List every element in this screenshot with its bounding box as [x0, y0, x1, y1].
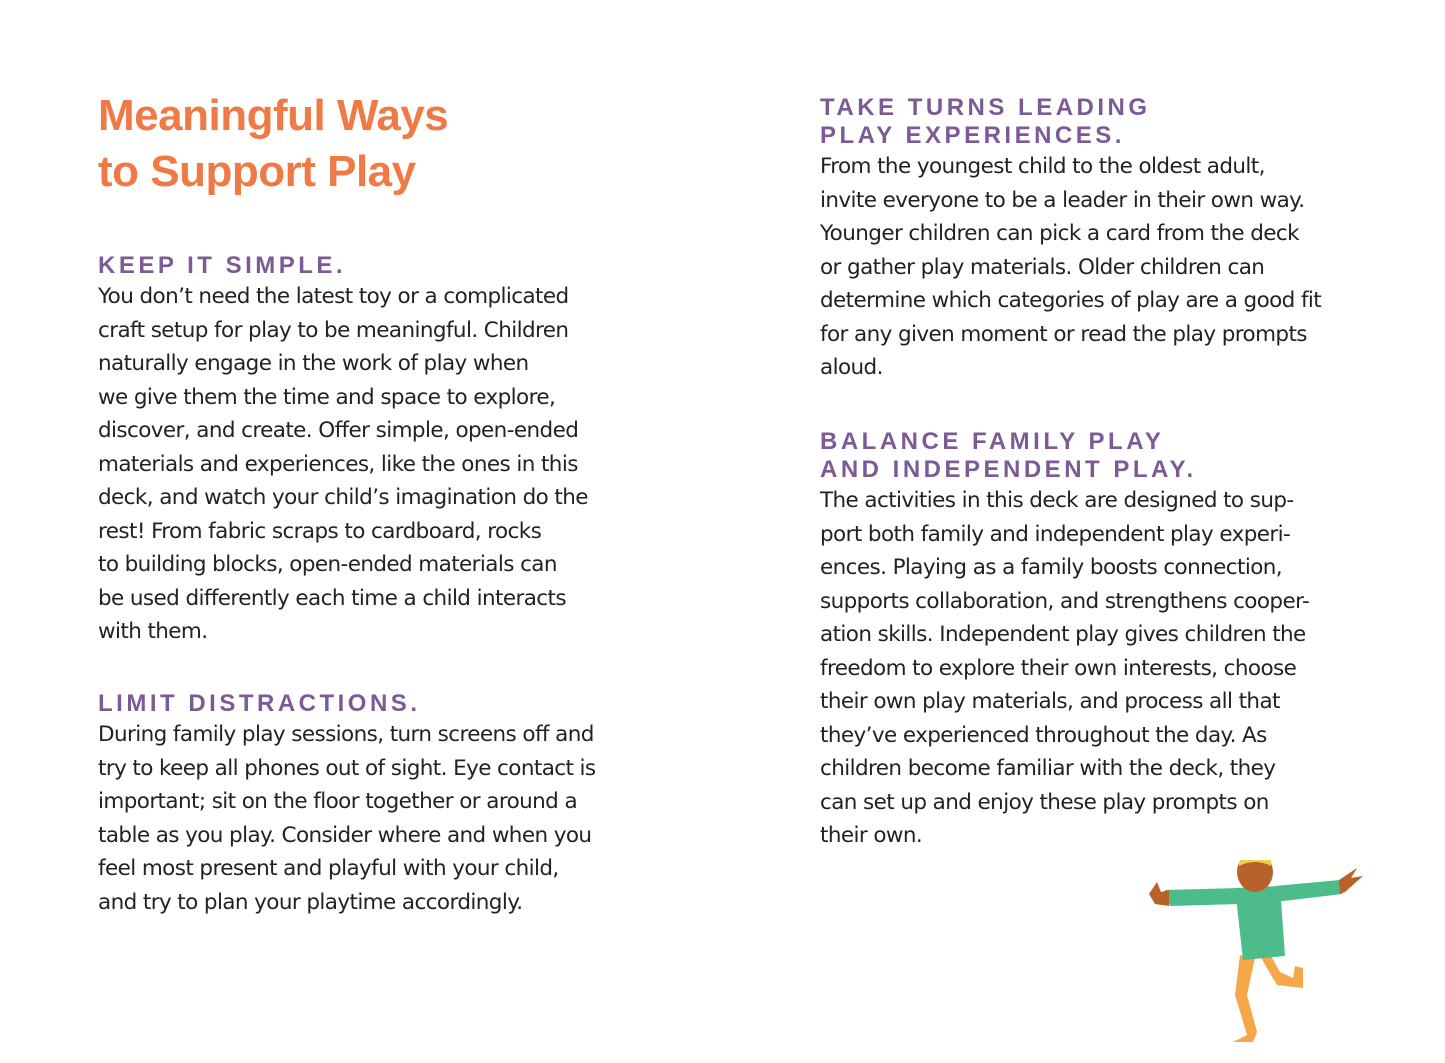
body-line: materials and experiences, like the ones in this	[98, 451, 578, 477]
heading-line: KEEP IT SIMPLE.	[98, 252, 347, 279]
section-body	[98, 280, 588, 649]
body-line: be used differently each time a child interacts	[98, 585, 566, 611]
body-line: craft setup for play to be meaningful. Children	[98, 317, 569, 343]
body-line: ences. Playing as a family boosts connection,	[820, 555, 1283, 580]
body-line: aloud.	[820, 355, 883, 380]
page-title-line: to Support Play	[98, 147, 416, 196]
body-line: invite everyone to be a leader in their own way.	[820, 187, 1305, 213]
body-line: try to keep all phones out of sight. Eye contact is	[98, 755, 596, 781]
section-balance-family-play	[820, 428, 1309, 853]
body-line: freedom to explore their own interests, choose	[820, 655, 1297, 681]
body-line: feel most present and playful with your child,	[98, 856, 559, 881]
body-line: port both family and independent play experi-	[820, 521, 1291, 547]
body-line: we give them the time and space to explore,	[98, 384, 556, 410]
dancing-child-illustration	[1135, 860, 1375, 1050]
heading-line: AND INDEPENDENT PLAY.	[820, 456, 1197, 483]
body-line: or gather play materials. Older children can	[820, 254, 1265, 280]
section-take-turns-leading	[820, 94, 1321, 385]
section-heading	[820, 428, 1309, 484]
body-line: can set up and enjoy these play prompts on	[820, 789, 1269, 815]
body-line: for any given moment or read the play prompts	[820, 321, 1307, 347]
body-line: table as you play. Consider where and when you	[98, 822, 592, 848]
body-line: determine which categories of play are a good fit	[820, 288, 1322, 313]
body-line: children become familiar with the deck, they	[820, 756, 1276, 781]
dancing-child-icon	[1135, 860, 1375, 1050]
body-line: Younger children can pick a card from the deck	[820, 221, 1299, 246]
body-line: You don’t need the latest toy or a complicated	[98, 284, 569, 309]
body-line: with them.	[98, 619, 208, 644]
section-body	[820, 150, 1321, 385]
body-line: deck, and watch your child’s imagination do the	[98, 485, 588, 510]
body-line: ation skills. Independent play gives children the	[820, 622, 1306, 647]
body-line: and try to plan your playtime accordingly.	[98, 889, 523, 915]
section-heading	[98, 252, 588, 280]
page-title	[98, 88, 448, 200]
section-heading	[820, 94, 1321, 150]
body-line: The activities in this deck are designed to sup-	[820, 488, 1294, 513]
section-limit-distractions	[98, 690, 596, 919]
heading-line: PLAY EXPERIENCES.	[820, 122, 1125, 149]
body-line: their own.	[820, 823, 923, 848]
body-line: to building blocks, open-ended materials can	[98, 552, 557, 577]
heading-line: TAKE TURNS LEADING	[820, 94, 1151, 121]
body-line: their own play materials, and process all that	[820, 689, 1280, 714]
body-line: rest! From fabric scraps to cardboard, rocks	[98, 518, 542, 544]
body-line: discover, and create. Offer simple, open-ended	[98, 418, 579, 443]
section-body	[98, 718, 596, 919]
page-title-line: Meaningful Ways	[98, 91, 449, 140]
section-keep-it-simple	[98, 252, 588, 649]
heading-line: LIMIT DISTRACTIONS.	[98, 690, 421, 717]
body-line: supports collaboration, and strengthens cooper-	[820, 588, 1310, 614]
section-body	[820, 484, 1309, 853]
body-line: naturally engage in the work of play when	[98, 351, 529, 376]
body-line: From the youngest child to the oldest adult,	[820, 154, 1265, 179]
heading-line: BALANCE FAMILY PLAY	[820, 428, 1165, 455]
body-line: important; sit on the floor together or around a	[98, 789, 578, 814]
body-line: During family play sessions, turn screens off and	[98, 722, 594, 747]
body-line: they’ve experienced throughout the day. As	[820, 722, 1267, 748]
section-heading	[98, 690, 596, 718]
